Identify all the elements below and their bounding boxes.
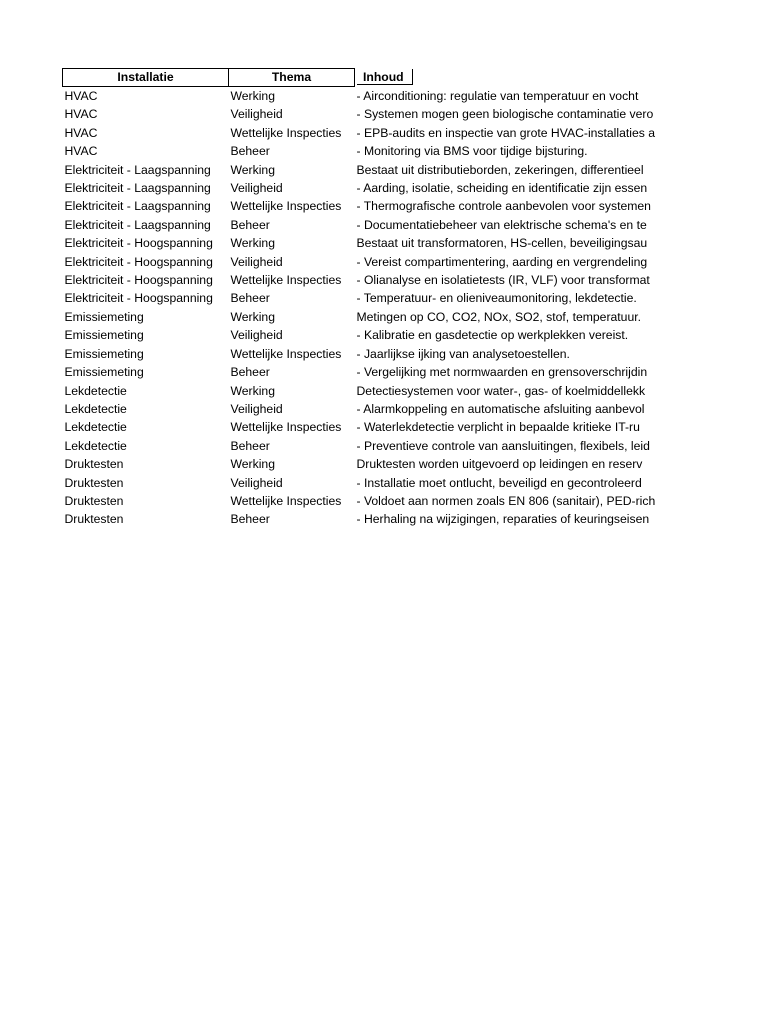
cell-installatie[interactable]: Druktesten [64,457,124,472]
table-row [63,197,658,215]
header-installatie: Installatie [63,69,229,87]
cell-thema[interactable]: Wettelijke Inspecties [230,420,342,435]
cell-thema[interactable]: Beheer [230,217,270,232]
table-row [63,510,658,528]
cell-installatie[interactable]: Emissiemeting [64,365,144,380]
table-body [63,87,658,529]
header-inhoud-cell [355,69,658,87]
cell-inhoud[interactable]: - Monitoring via BMS voor tijdige bijsturing. [356,144,588,159]
cell-installatie[interactable]: Elektriciteit - Laagspanning [64,199,211,214]
cell-inhoud[interactable]: - Preventieve controle van aansluitingen, flexibels, leid [356,438,650,453]
table-row [63,87,658,106]
cell-installatie[interactable]: Elektriciteit - Laagspanning [64,181,211,196]
cell-installatie[interactable]: Emissiemeting [64,309,144,324]
header-inhoud: Inhoud [357,69,413,86]
cell-inhoud[interactable]: - Thermografische controle aanbevolen voor systemen [356,199,651,214]
cell-inhoud[interactable]: Bestaat uit distributieborden, zekeringen, differentieel [356,162,644,177]
cell-thema[interactable]: Veiligheid [230,181,283,196]
cell-thema[interactable]: Beheer [230,144,270,159]
table-row [63,326,658,344]
table-row [63,474,658,492]
cell-thema[interactable]: Wettelijke Inspecties [230,199,342,214]
cell-installatie[interactable]: Lekdetectie [64,420,127,435]
cell-installatie[interactable]: HVAC [64,144,98,159]
cell-installatie[interactable]: Elektriciteit - Hoogspanning [64,236,213,251]
cell-inhoud[interactable]: - Waterlekdetectie verplicht in bepaalde kritieke IT-ru [356,420,640,435]
table-row [63,271,658,289]
cell-installatie[interactable]: Emissiemeting [64,328,144,343]
cell-thema[interactable]: Wettelijke Inspecties [230,125,342,140]
table-row [63,437,658,455]
table-row [63,142,658,160]
cell-thema[interactable]: Wettelijke Inspecties [230,346,342,361]
cell-installatie[interactable]: Lekdetectie [64,401,127,416]
cell-inhoud[interactable]: - Temperatuur- en olieniveaumonitoring, lekdetectie. [356,291,637,306]
cell-inhoud[interactable]: - Systemen mogen geen biologische contaminatie vero [356,107,654,122]
cell-installatie[interactable]: Druktesten [64,475,124,490]
cell-installatie[interactable]: HVAC [64,89,98,103]
cell-inhoud[interactable]: - Alarmkoppeling en automatische afsluiting aanbevol [356,401,645,416]
cell-installatie[interactable]: Elektriciteit - Hoogspanning [64,254,213,269]
cell-inhoud[interactable]: - Documentatiebeheer van elektrische schema's en te [356,217,647,232]
table-row [63,418,658,436]
installations-table [62,68,657,529]
cell-inhoud[interactable]: - Herhaling na wijzigingen, reparaties of keuringseisen [356,512,650,527]
cell-thema[interactable]: Werking [230,89,275,103]
cell-installatie[interactable]: HVAC [64,107,98,122]
cell-inhoud[interactable]: - Jaarlijkse ijking van analysetoestellen. [356,346,570,361]
cell-installatie[interactable]: Druktesten [64,512,124,527]
cell-installatie[interactable]: Elektriciteit - Hoogspanning [64,291,213,306]
cell-thema[interactable]: Werking [230,236,275,251]
table-row [63,253,658,271]
cell-inhoud[interactable]: - Installatie moet ontlucht, beveiligd en gecontroleerd [356,475,642,490]
table-row [63,492,658,510]
cell-thema[interactable]: Veiligheid [230,254,283,269]
table-row [63,308,658,326]
cell-installatie[interactable]: HVAC [64,125,98,140]
table-row [63,124,658,142]
cell-thema[interactable]: Werking [230,457,275,472]
cell-thema[interactable]: Veiligheid [230,328,283,343]
table-row [63,455,658,473]
cell-thema[interactable]: Veiligheid [230,475,283,490]
header-row [63,69,658,87]
cell-inhoud[interactable]: Metingen op CO, CO2, NOx, SO2, stof, temperatuur. [356,309,641,324]
table-row [63,400,658,418]
cell-installatie[interactable]: Elektriciteit - Laagspanning [64,217,211,232]
table-row [63,161,658,179]
table-row [63,179,658,197]
table-row [63,234,658,252]
cell-inhoud[interactable]: Bestaat uit transformatoren, HS-cellen, beveiligingsau [356,236,648,251]
cell-thema[interactable]: Wettelijke Inspecties [230,493,342,508]
cell-inhoud[interactable]: - Kalibratie en gasdetectie op werkplekken vereist. [356,328,629,343]
cell-installatie[interactable]: Druktesten [64,493,124,508]
cell-thema[interactable]: Wettelijke Inspecties [230,273,342,288]
table-row [63,105,658,123]
cell-thema[interactable]: Veiligheid [230,401,283,416]
table-row [63,382,658,400]
header-thema: Thema [229,69,355,87]
cell-thema[interactable]: Werking [230,383,275,398]
table-row [63,345,658,363]
cell-installatie[interactable]: Emissiemeting [64,346,144,361]
cell-thema[interactable]: Beheer [230,291,270,306]
cell-installatie[interactable]: Elektriciteit - Hoogspanning [64,273,213,288]
cell-inhoud[interactable]: - Aarding, isolatie, scheiding en identificatie zijn essen [356,181,648,196]
cell-thema[interactable]: Beheer [230,365,270,380]
cell-inhoud[interactable]: Detectiesystemen voor water-, gas- of koelmiddellekk [356,383,646,398]
cell-inhoud[interactable]: - Olianalyse en isolatietests (IR, VLF) voor transformat [356,273,650,288]
cell-thema[interactable]: Beheer [230,438,270,453]
table-row [63,216,658,234]
table-row [63,289,658,307]
cell-thema[interactable]: Veiligheid [230,107,283,122]
cell-inhoud[interactable]: - Airconditioning: regulatie van temperatuur en vocht [356,88,639,103]
table-row [63,363,658,381]
cell-thema[interactable]: Beheer [230,512,270,527]
cell-thema[interactable]: Werking [230,309,275,324]
cell-inhoud[interactable]: - Voldoet aan normen zoals EN 806 (sanitair), PED-rich [356,493,656,508]
cell-installatie[interactable]: Lekdetectie [64,383,127,398]
cell-installatie[interactable]: Lekdetectie [64,438,127,453]
cell-inhoud[interactable]: Druktesten worden uitgevoerd op leidingen en reserv [356,457,643,472]
cell-installatie[interactable]: Elektriciteit - Laagspanning [64,162,211,177]
cell-inhoud[interactable]: - Vergelijking met normwaarden en grensoverschrijdin [356,365,648,380]
cell-thema[interactable]: Werking [230,162,275,177]
cell-inhoud[interactable]: - Vereist compartimentering, aarding en vergrendeling [356,254,648,269]
cell-inhoud[interactable]: - EPB-audits en inspectie van grote HVAC-installaties a [356,125,656,140]
